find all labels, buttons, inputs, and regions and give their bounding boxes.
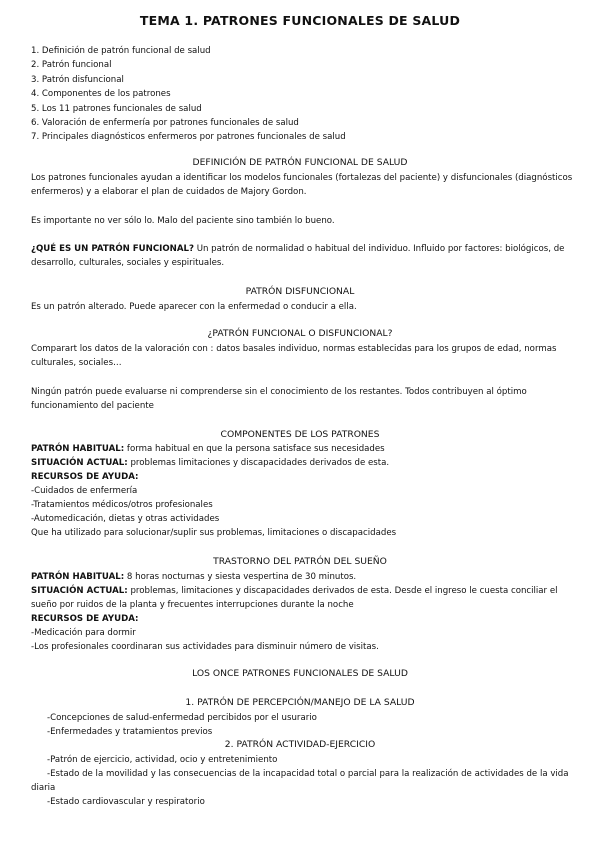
text-patron-habitual: 8 horas nocturnas y siesta vespertina de 30 minutos. — [124, 572, 357, 582]
subsection-heading-patron-2: 2. PATRÓN ACTIVIDAD-EJERCICIO — [224, 739, 376, 750]
label-recursos-ayuda: RECURSOS DE AYUDA: — [31, 614, 139, 624]
text-situacion-actual: problemas limitaciones y discapacidades derivados de esta. — [127, 458, 390, 468]
section-heading-componentes: COMPONENTES DE LOS PATRONES — [220, 429, 380, 440]
paragraph-que-ha-utilizado: Que ha utilizado para solucionar/suplir sus problemas, limitaciones o discapacidades — [31, 528, 397, 538]
paragraph-importante: Es importante no ver sólo lo. Malo del paciente sino también lo bueno. — [31, 216, 335, 226]
list-item-text: -Estado de la movilidad y las consecuencias de la incapacidad total o parcial para la realización de actividades de la vida diaria — [31, 769, 569, 794]
text-patron-habitual: forma habitual en que la persona satisface sus necesidades — [124, 444, 385, 454]
list-item: -Automedicación, dietas y otras actividades — [31, 514, 220, 524]
paragraph-ningun-patron: Ningún patrón puede evaluarse ni comprenderse sin el conocimiento de los restantes. Todos contribuyen al óptimo funcionamiento del paciente — [31, 387, 527, 412]
paragraph-definicion: Los patrones funcionales ayudan a identificar los modelos funcionales (fortalezas del paciente) y disfuncionales (diagnósticos enfermeros) y a elaborar el plan de cuidados de Majory Gordon. — [31, 173, 573, 198]
paragraph-que-es — [31, 242, 579, 271]
label-situacion-actual: SITUACIÓN ACTUAL: — [31, 458, 128, 468]
toc-item: 5. Los 11 patrones funcionales de salud — [31, 103, 202, 114]
componentes-habitual — [31, 442, 579, 456]
label-patron-habitual: PATRÓN HABITUAL: — [31, 572, 125, 582]
section-heading-definicion: DEFINICIÓN DE PATRÓN FUNCIONAL DE SALUD — [192, 157, 408, 168]
paragraph-comparar: Comparart los datos de la valoración con : datos basales individuo, normas establecidas para los grupos de edad, normas culturales, sociales… — [31, 344, 557, 369]
text-situacion-actual: problemas, limitaciones y discapacidades derivados de esta. Desde el ingreso le cuesta conciliar el sueño por ruidos de la planta y frecuentes interrupciones durante la noche — [31, 586, 558, 611]
document-title: TEMA 1. PATRONES FUNCIONALES DE SALUD — [139, 13, 461, 28]
toc-item: 6. Valoración de enfermería por patrones funcionales de salud — [31, 118, 299, 129]
section-heading-funcional-o-disfuncional: ¿PATRÓN FUNCIONAL O DISFUNCIONAL? — [207, 328, 393, 339]
toc-item: 3. Patrón disfuncional — [31, 74, 124, 85]
label-patron-habitual: PATRÓN HABITUAL: — [31, 444, 125, 454]
sueno-habitual — [31, 570, 579, 584]
sueno-actual — [31, 584, 579, 613]
toc-item: 2. Patrón funcional — [31, 60, 112, 71]
paragraph-disfuncional: Es un patrón alterado. Puede aparecer con la enfermedad o conducir a ella. — [31, 302, 357, 312]
toc-item: 7. Principales diagnósticos enfermeros por patrones funcionales de salud — [31, 132, 346, 143]
section-heading-disfuncional: PATRÓN DISFUNCIONAL — [245, 286, 355, 297]
componentes-actual — [31, 456, 579, 470]
label-recursos-ayuda: RECURSOS DE AYUDA: — [31, 472, 139, 482]
table-of-contents — [31, 44, 346, 145]
list-item: -Enfermedades y tratamientos previos — [47, 727, 213, 737]
list-item: -Patrón de ejercicio, actividad, ocio y entretenimiento — [47, 755, 278, 765]
question-label: ¿QUÉ ES UN PATRÓN FUNCIONAL? — [31, 244, 194, 254]
list-item: -Concepciones de salud-enfermedad percibidos por el usurario — [47, 713, 317, 723]
list-item — [31, 767, 579, 796]
list-item: -Los profesionales coordinaran sus actividades para disminuir número de visitas. — [31, 642, 379, 652]
list-item: -Medicación para dormir — [31, 628, 136, 638]
list-item: -Tratamientos médicos/otros profesionales — [31, 500, 213, 510]
toc-item: 1. Definición de patrón funcional de salud — [31, 46, 211, 56]
label-situacion-actual: SITUACIÓN ACTUAL: — [31, 586, 128, 596]
toc-item: 4. Componentes de los patrones — [31, 89, 171, 100]
section-heading-trastorno-sueno: TRASTORNO DEL PATRÓN DEL SUEÑO — [213, 556, 387, 567]
section-heading-once-patrones: LOS ONCE PATRONES FUNCIONALES DE SALUD — [192, 668, 408, 679]
question-text: Un patrón de normalidad o habitual del individuo. Influido por factores: biológicos, de desarrollo, culturales, sociales y espirituales. — [31, 244, 565, 269]
subsection-heading-patron-1: 1. PATRÓN DE PERCEPCIÓN/MANEJO DE LA SALUD — [185, 697, 415, 708]
list-item: -Estado cardiovascular y respiratorio — [47, 797, 205, 807]
list-item: -Cuidados de enfermería — [31, 486, 138, 496]
